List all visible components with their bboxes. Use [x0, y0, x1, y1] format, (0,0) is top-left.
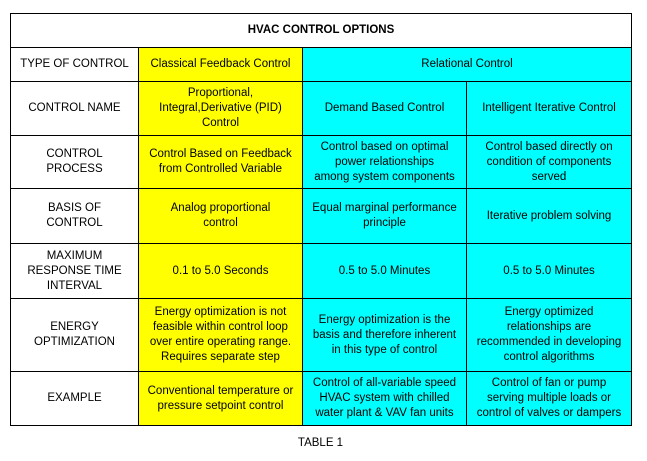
- classical-cell: [139, 136, 303, 189]
- cell-line: OPTIMIZATION: [34, 336, 115, 348]
- cell-line: RESPONSE TIME: [27, 264, 122, 277]
- demand-cell: [303, 82, 467, 136]
- cell-line: CONTROL: [46, 217, 103, 229]
- classical-cell: [139, 244, 303, 299]
- demand-cell: [303, 372, 467, 426]
- cell-line: served: [531, 170, 567, 183]
- cell-line: feasible within control loop: [153, 321, 288, 333]
- cell-line: CONTROL: [46, 148, 103, 160]
- demand-cell: [303, 299, 467, 372]
- cell-line: pressure setpoint control: [157, 399, 284, 412]
- cell-line: Control Based on Feedback: [149, 148, 292, 160]
- cell-line: ENERGY: [50, 321, 99, 333]
- hvac-control-options-table: [10, 13, 632, 426]
- iterative-cell: [467, 189, 632, 244]
- cell-line: water plant & VAV fan units: [315, 407, 454, 419]
- cell-line: Intelligent Iterative Control: [482, 102, 616, 114]
- table-row-type-of-control: [11, 48, 632, 82]
- table-row: [11, 244, 632, 299]
- cell-line: HVAC system with chilled: [319, 392, 450, 404]
- cell-line: CONTROL NAME: [28, 102, 121, 114]
- cell-line: MAXIMUM: [46, 249, 103, 262]
- cell-line: Control of all-variable speed: [312, 377, 457, 389]
- cell-line: Analog proportional: [170, 202, 271, 214]
- cell-line: Energy optimized: [504, 306, 594, 318]
- table-title: HVAC CONTROL OPTIONS: [11, 14, 632, 48]
- cell-line: Requires separate step: [161, 351, 280, 363]
- cell-line: Control based on optimal: [320, 140, 449, 153]
- cell-line: Energy optimization is the: [318, 313, 451, 326]
- cell-line: Conventional temperature or: [147, 384, 294, 397]
- cell-line: recommended in developing: [476, 336, 622, 348]
- row-label: [11, 136, 139, 189]
- cell-line: Equal marginal performance: [312, 202, 457, 214]
- cell-line: power relationships: [334, 155, 435, 168]
- row-label: [11, 82, 139, 136]
- cell-line: condition of components: [486, 155, 612, 168]
- table-row: [11, 372, 632, 426]
- cell-line: control: [203, 217, 238, 229]
- cell-line: principle: [363, 217, 406, 229]
- cell-line: 0.1 to 5.0 Seconds: [172, 264, 269, 277]
- cell-line: PROCESS: [46, 163, 103, 175]
- table-caption: TABLE 1: [297, 437, 344, 449]
- cell-line: 0.5 to 5.0 Minutes: [338, 264, 431, 277]
- demand-cell: [303, 189, 467, 244]
- header-classical-feedback: Classical Feedback Control: [139, 48, 303, 82]
- cell-line: EXAMPLE: [47, 392, 102, 404]
- table-row: [11, 82, 632, 136]
- classical-cell: [139, 189, 303, 244]
- iterative-cell: [467, 136, 632, 189]
- cell-line: Control based directly on: [485, 140, 613, 153]
- demand-cell: [303, 244, 467, 299]
- cell-line: BASIS OF: [47, 202, 102, 214]
- cell-line: basis and therefore inherent: [312, 328, 457, 341]
- cell-line: Control: [201, 117, 240, 129]
- cell-line: control of valves or dampers: [476, 407, 622, 419]
- iterative-cell: [467, 372, 632, 426]
- row-label: [11, 244, 139, 299]
- iterative-cell: [467, 244, 632, 299]
- cell-line: Iterative problem solving: [486, 209, 612, 222]
- iterative-cell: [467, 299, 632, 372]
- cell-line: INTERVAL: [46, 279, 103, 292]
- demand-cell: [303, 136, 467, 189]
- table-row: [11, 189, 632, 244]
- classical-cell: [139, 299, 303, 372]
- classical-cell: [139, 372, 303, 426]
- header-relational-control: Relational Control: [303, 48, 632, 82]
- table-row: [11, 136, 632, 189]
- iterative-cell: [467, 82, 632, 136]
- classical-cell: [139, 82, 303, 136]
- cell-line: Integral,Derivative (PID): [159, 102, 282, 114]
- cell-line: Demand Based Control: [324, 102, 445, 114]
- cell-line: over entire operating range.: [149, 336, 292, 348]
- row-label-type-of-control: TYPE OF CONTROL: [11, 48, 139, 82]
- row-label: [11, 189, 139, 244]
- row-label: [11, 299, 139, 372]
- cell-line: Control of fan or pump: [491, 377, 607, 389]
- cell-line: from Controlled Variable: [158, 163, 283, 175]
- cell-line: 0.5 to 5.0 Minutes: [503, 264, 595, 277]
- table-row: [11, 299, 632, 372]
- row-label: [11, 372, 139, 426]
- cell-line: Energy optimization is not: [154, 306, 287, 318]
- cell-line: relationships are: [506, 321, 592, 333]
- cell-line: in this type of control: [331, 343, 438, 356]
- cell-line: Proportional,: [187, 87, 254, 99]
- cell-line: control algorithms: [503, 351, 595, 363]
- cell-line: serving multiple loads or: [487, 392, 612, 404]
- cell-line: among system components: [314, 170, 455, 183]
